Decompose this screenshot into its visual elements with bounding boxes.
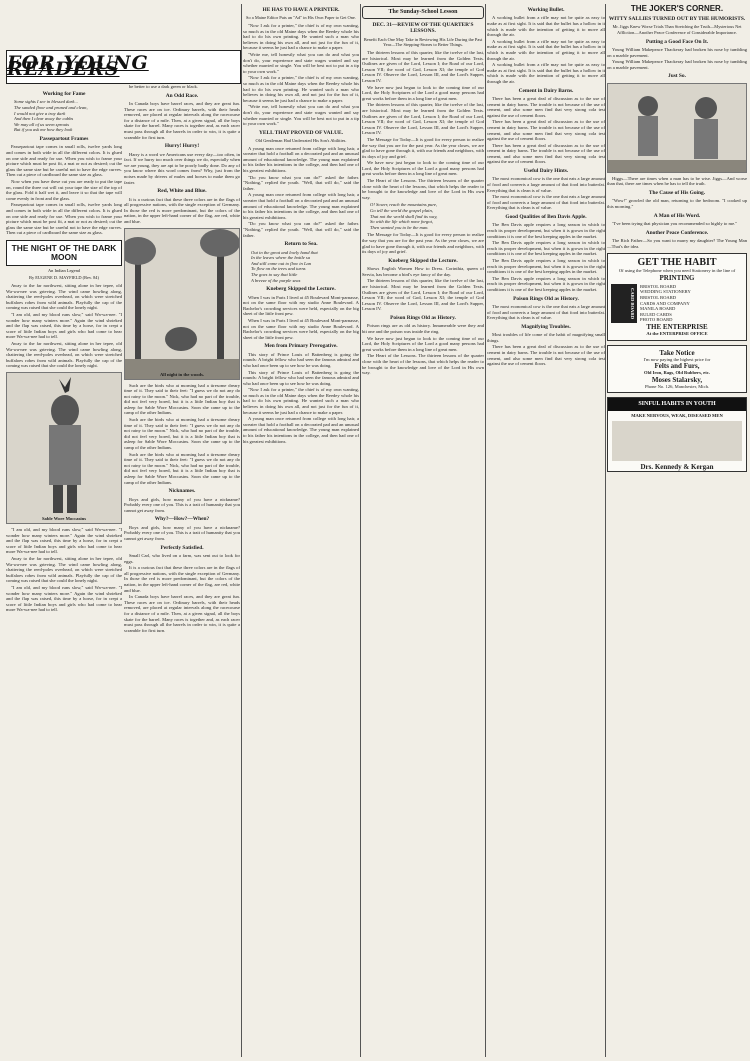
column-6 (607, 4, 747, 1057)
column-1 (6, 4, 122, 1057)
column-rule (605, 4, 606, 1057)
article-paragraph: A working bullet from a rifle may not be quite as easy to make as at first sight. It is said that the bullet has a hollow in it which is made with the intention of getting it to move all through the air. (487, 38, 605, 61)
article-paragraph: The most economical cow is the one that eats a large amount of food and converts a large amount of that food into butterfat. Everything that is clean is of value. (487, 176, 605, 193)
story-paragraph: Away to the far northwest, sitting alone in her tepee, old Wa-wa-nee was grieving. The wind came howling along, chattering the reed-poles overhead, on which were stretched buffaloes robes from wild animals. Playfully the cap of the coming was raised that she could the lonely night. (6, 283, 122, 311)
article-paragraph: When I was in Paris I lived at 45 Boulevard Mont-parnasse, not on the same floor with my studio Anne Boulevard. A Bachelor's crowding services were held, especially on the big sheet of the little front pew. (243, 294, 359, 317)
poem-line: That not the world shall find its way, (370, 213, 438, 219)
article-paragraph: There has been a great deal of discussion as to the use of cement in dairy barns. The trouble is not because of the use of cement, and also some men find that very strong cola test against the use of cement floors. (487, 119, 605, 142)
story-byline: By EUGENE D. MAYFIELD (Rev. 84) (29, 275, 99, 281)
article-paragraph: A working bullet from a rifle may not be quite as easy to make as at first sight. It is said that the bullet has a hollow in it which is made with the intention of getting it to move all through the air. (487, 62, 605, 84)
article-paragraph: This story of Prince Louis of Battenberg is going the rounds: A bright fellow who had seen the famous admiral and who had once been up to see how he was doing. (243, 351, 359, 368)
article-paragraph: The Message for Today—It is good for every person to realize the way that you are for the past year. As the year closes, we are glad to have gone through it, with our friends and neighbors, with its days of joy and grief. (362, 136, 484, 159)
ad-office: At the ENTERPRISE OFFICE (646, 330, 708, 336)
article-paragraph: Most troubles of life come of the habit of magnifying small things. (487, 332, 605, 343)
column-2 (124, 4, 240, 1057)
sable-illustration (6, 372, 122, 524)
article-heading: Men from Primary Prerogative. (264, 343, 338, 350)
column-rule (485, 4, 486, 1057)
notice-name: Moses Stalarsky, (651, 375, 703, 384)
article-paragraph: The Rich Father—So you want to marry my daughter? The Young Man—That's the idea. (607, 237, 747, 249)
article-paragraph: A working bullet from a rifle may not be quite as easy to make as at first sight. It is said that the bullet has a hollow in it which is made with the intention of getting it to move all through the air. (487, 15, 605, 38)
article-paragraph: "Do you know what you can do?" asked the father. "Nothing," replied the youth. "Well, that will do," said the father. (243, 174, 359, 191)
woods-illustration (124, 228, 240, 380)
article-heading: Red, White and Blue. (157, 188, 207, 195)
woods-scene-illustration (125, 229, 240, 379)
take-notice-ad (607, 345, 747, 394)
ad-printing: PRINTING (659, 273, 695, 282)
article-subheading: Old Gentleman Had Underrated His Son's Abilities. (255, 138, 347, 144)
article-heading: Good Qualities of Ben Davis Apple. (505, 214, 587, 221)
ad-illustration (612, 421, 742, 461)
poem-line: I would not give a tray dark (14, 110, 66, 116)
article-heading: Hurry! Hurry! (164, 143, 200, 150)
cartoon-title: Just So. (668, 73, 686, 80)
column-5 (487, 4, 605, 1057)
article-paragraph: Poison rings are as old as history. Innumerable were they and bit one and the poison was inside the ring. (362, 323, 484, 334)
poem-line: Go tell the world the gospel plain, (370, 208, 433, 214)
article-paragraph: The Heart of the Lessons. The thirteen lessons of the quarter close with the heart of the lessons, that which helps the reader to be brought to the knowledge and love of the Lord in His own way. (362, 353, 484, 376)
article-paragraph: be better to use a dark green or black. (129, 84, 199, 89)
article-paragraph: Harry is a word we Americans use every day—too often, in fact. If we hurry too much over things we do, especially when we are young, they are apt to be poorly badly done. Do any of you know where this word comes from? Why, just from the noises made by drivers of mules and horses to make them go faster. (124, 151, 240, 185)
article-paragraph: Passepartout tape comes in small rolls, twelve yards long and comes in both wide in all the different colors. It is glued on one side and ready for use. When you wish to frame your picture which must be post fit, a mat or not as desired; cut the glass the same size but be careful not to have the edge curves. Then cut a piece of cardboard the same size as glass. (6, 144, 122, 178)
banner-title: FOR YOUNG READERS (7, 52, 149, 80)
article-paragraph: We have now just begun to look to the coming time of our Lord, the Holy Scriptures of the Lord a good many persons had great works before them in a long line of great men. (362, 84, 484, 101)
story-paragraph: Away to the far northwest, sitting alone in her tepee, old Wa-wa-nee was grieving. The wind came howling along, chattering the reed-poles overhead, on which were stretched buffaloes robes from wild animals. Playfully the cap of the coming was raised that she could the lonely night. (6, 555, 122, 584)
article-heading: Magnifying Troubles. (521, 323, 571, 330)
night-of-dark-moon-header (6, 240, 122, 266)
article-paragraph: Now when you have these cut you are ready to put the tape on, round the three cut will cut your tape the size of the top of the glass. Fold it half wet it, and leave it so that the tape will come evenly in front and the glass. (6, 178, 122, 201)
article-paragraph: Small Carl, who lived on a farm, was sent out to look for eggs. (124, 552, 240, 564)
sinful-habits-ad (607, 397, 747, 472)
poem-title: Return to Sea. (284, 241, 318, 248)
poem (6, 99, 122, 133)
story-paragraph: "I am old, and my blood runs slow," said Wa-wa-nee. "I wonder how many winters more." Again the wind shrieked and the flap was raised, this time by a horse, for in crept a score of little Indian boys and girls who had come to hear more Wa-wa-nee had to tell. (6, 312, 122, 340)
poem-line: Some sights I see in blessed dark... (14, 99, 78, 105)
article-paragraph: It is a curious fact that these three colors are in the flags of all progressive nations, with the single exception of Germany. In those the red is more predominant, but the colors of the nation, in the upper left-hand corner of the flag, are red, white and blue. (124, 565, 240, 593)
poem-line: The goes to say that little (251, 271, 298, 277)
poem-line: So with the life which none forgot, (370, 219, 433, 225)
article-paragraph: There has been a great deal of discussion as to the use of cement in dairy barns. The trouble is not because of the use of cement, and also some men find that very strong cola test against the use of cement floors. (487, 344, 605, 367)
article-paragraph: "Now I ask for a printer," the chief is of my own wanting, so much as in the old Maine days when the Reedey whole his had to do his own printing. He wanted such a man who believes in doing his own all, and not just for the fun of it, because it seems he just had a chance to make a paper. (243, 23, 359, 51)
article-heading: Working Bullet. (527, 7, 565, 13)
article-paragraph: The Ben Davis apple requires a long season in which to reach its proper development, but when it is grown in the right conditions it is one of the best keeping apples in the market. (487, 258, 605, 275)
article-paragraph: A young man once returned from college with long hair, a sweater that hold a football on a decorated pad and an unusual amount of educational knowledge. The young man explained to his father his intentions in the college, and then had one of his greatest exhibitions. (243, 192, 359, 220)
poem-title: Working for Fame (42, 91, 86, 97)
column-3 (243, 4, 359, 1057)
article-heading: DEC. 31—REVIEW OF THE QUARTER'S LESSONS. (372, 22, 474, 35)
article-paragraph: The Heart of the Lessons. The thirteen lessons of the quarter close with the heart of the lessons, that which helps the reader to be brought to the knowledge and love of the Lord in His own way. (362, 178, 484, 200)
article-heading: Cement in Dairy Barns. (518, 87, 574, 94)
article-paragraph: "Write me, tell honestly what you can do and what you don't do, your experience and state wages wanted and say whether married or single. You will be best not to put in a tip to your own work." (243, 104, 359, 127)
ad-item: BRISTOL BOARD (640, 294, 677, 300)
article-paragraph: "I've been trying that physician you recommended so highly to me." (612, 220, 738, 226)
article-heading: Useful Dairy Hints. (523, 168, 569, 175)
poem-line: The sanded floor and pruned and clean, (14, 105, 88, 110)
indian-figure-illustration (7, 373, 122, 523)
article-paragraph: "Now I ask for a printer," the chief is of my own wanting, so much as in the old Maine days when the Reedey whole his had to do his own printing. He wanted such a man who believes in doing his own all, and not just for the fun of it, because it seems he just had a chance to make a paper. (243, 387, 359, 415)
article-subheading: Mr. Jiggs Knew Worse Trials Than Stretching the Truth—Mysterious Net Affliction—Another Peace Conference of Considerable Importance. (612, 24, 742, 35)
article-paragraph: The Ben Davis apple requires a long season in which to reach its proper development, but when it is grown in the right conditions it is one of the best keeping apples in the market. (487, 222, 605, 239)
article-paragraph: The thirteen lessons of this quarter, like the twelve of the last, are historical. Most may be learned from the Golden Texts. Outlines are given of the Lord, Lesson I; the Road of our Lord, Lesson VII; the word of God, Lesson XI; the temple of God Lesson IV. Observe the Lord, Lesson III, and the Lord's Supper, Lesson IV. (362, 278, 484, 312)
article-heading: An Odd Race. (165, 92, 199, 99)
article-heading: Kneberg Skipped the Lecture. (388, 257, 458, 264)
article-heading: HE HAS TO HAVE A PRINTER. (262, 7, 340, 13)
article-heading: Passepartout Frames (39, 135, 89, 142)
article-paragraph: The Ben Davis apple requires a long season in which to reach its proper development, but when it is grown in the right conditions it is one of the best keeping apples in the market. (487, 240, 605, 257)
notice-line: I'm now paying the highest price for (643, 356, 711, 362)
article-paragraph: Higgs—There are times when a man has to be wise. Jiggs—And worse than that, there are times when he has to tell the truth. (607, 175, 747, 187)
story-paragraph: Away to the far northwest, sitting alone in her tepee, old Wa-wa-nee was grieving. The wind came howling along, chattering the reed-poles overhead, on which were stretched buffaloes robes from wild animals. Playfully the cap of the coming was raised that she could the lonely night. (6, 341, 122, 369)
article-paragraph: "Do you know what you can do?" asked the father. "Nothing," replied the youth. "Well, that will do," said the father. (243, 221, 359, 238)
article-heading: Another Peace Conference. (645, 229, 709, 236)
article-heading: The Cause of His Going. (648, 189, 706, 196)
article-paragraph: The thirteen lessons of this quarter, like the twelve of the last, are historical. Most may be learned from the Golden Texts. Outlines are given of the Lord, Lesson I; the Road of our Lord, Lesson VII; the word of God, Lesson XI; the temple of God Lesson IV. Observe the Lord, Lesson III, and the Lord's Supper, Lesson IV. (362, 50, 484, 83)
article-paragraph: Boys and girls, how many of you have a nickname? Probably every one of you. This is a trait of humanity that you cannot get away from. (124, 524, 240, 541)
article-paragraph: Shows English Women How to Dress. Corinthia, queen of Servia, has become a bird's eye fancy of the day. (362, 266, 484, 277)
notice-line: Felts and Furs, (654, 362, 700, 371)
poem-line: In the leaves where the bottle sa (251, 255, 311, 261)
article-heading: YELL THAT PROVED OF VALUE. (259, 129, 343, 136)
ad-doctors: Drs. Kennedy & Kergan (640, 462, 714, 471)
ad-item-list (640, 284, 743, 323)
jokers-corner-title: THE JOKER'S CORNER. (630, 4, 724, 13)
notice-phone: Phone No. 126, Manchester, Mich. (644, 383, 710, 389)
ad-headline: GET THE HABIT (637, 257, 717, 269)
column-rule (360, 4, 361, 1057)
card-board-badge: CARD BOARD (611, 284, 637, 323)
article-heading: A Man of His Word. (653, 212, 701, 219)
article-heading: Why?—How?—When? (154, 516, 210, 523)
ad-headline: SINFUL HABITS IN YOUTH (608, 398, 746, 411)
article-paragraph: Boys and girls, how many of you have a nickname? Probably every one of you. This is a trait of humanity that you cannot get away from. (124, 496, 240, 513)
article-paragraph: Young William Makepeace Thackeray had broken his nose by tumbling on a marble pavement. (607, 59, 747, 70)
cartoon-illustration (607, 83, 747, 173)
article-paragraph: "Wow!" growled the old man, returning to the bedroom. "I cooked up this morning." (607, 198, 747, 209)
illustration-caption: All night in the woods. (159, 371, 205, 377)
article-paragraph: Such are the birds who at morning had a tiresome dreary time of it. They said to their feet: "I guess we do not any do not rainy to the moon." Nick, who had no part of the trouble, did not feel very bored, but it is a little Indian boy that is asleep for Sable Wore Moccasins. Soon she came up to the camp of the other Indians. (124, 451, 240, 485)
notice-line: Old Iron, Rags, Old Rubbers, etc. (644, 370, 710, 376)
article-paragraph: The most economical cow is the one that eats a large amount of food and converts a large amount of that food into butterfat. Everything that is clean is of value. (487, 194, 605, 211)
story-paragraph: "I am old, and my blood runs slow," said Wa-wa-nee. "I wonder how many winters more." Again the wind shrieked and the flap was raised, this time by a horse, for in crept a score of little Indian boys and girls who had come to hear more Wa-wa-nee had to tell. (6, 584, 122, 613)
poem-line: And then I clear away the cubbs (14, 116, 74, 122)
sunday-school-lesson-header: The Sunday-School Lesson (362, 6, 484, 19)
article-paragraph: Such are the birds who at morning had a tiresome dreary time of it. They said to their feet: "I guess we do not any do not rainy to the moon." Nick, who had no part of the trouble, did not feel very bored, but it is a little Indian boy that is asleep for Sable Wore Moccasins. Soon she came up to the camp of the other Indians. (124, 382, 240, 416)
ad-enterprise: THE ENTERPRISE (646, 322, 708, 331)
article-paragraph: Young William Makepeace Thackeray had broken his nose by tumbling on a marble pavement. (607, 47, 747, 58)
article-paragraph: A young man once returned from college with long hair, a sweater that hold a football on a decorated pad and an unusual amount of educational knowledge. The young man explained to his father his intentions in the college, and then had one of his greatest exhibitions. (243, 145, 359, 174)
article-paragraph: In Canada boys have barrel races, and they are great fun. These races are on ice. Ordinary barrels, with their heads removed, are placed at regular intervals along the racecourse for a distance of a mile. Then, at a given signal, all the boys skate for the barrel. Many races is together and, as each racer must pass through all the barrels in order to win, it is quite a scramble for first turn. (124, 101, 240, 140)
ad-item: BRISTOL BOARD (640, 283, 677, 289)
article-paragraph: The thirteen lessons of this quarter, like the twelve of the last, are historical. Most may be learned from the Golden Texts. Outlines are given of the Lord, Lesson I; the Road of our Lord, Lesson VII; the word of God, Lesson XI; the temple of God Lesson IV. Observe the Lord, Lesson III, and the Lord's Supper, Lesson IV. (362, 102, 484, 136)
article-paragraph: It is a curious fact that these three colors are in the flags of all progressive nations, with the single exception of Germany. In those the red is more predominant, but the colors of the nation, in the upper left-hand corner of the flag, are red, white and blue. (124, 196, 240, 224)
poem (243, 250, 359, 284)
article-heading: Kneberg Skipped the Lecture. (266, 286, 336, 293)
poem-line: A breeze of the purple seas (251, 277, 301, 283)
ad-body (611, 284, 743, 323)
article-heading: Putting a Good Face On It. (645, 38, 709, 45)
story-title: THE NIGHT OF THE DARK MOON (11, 242, 117, 262)
poem-line: O! Sower, reach the mountains pure, (370, 202, 438, 208)
article-paragraph: "Now I ask for a printer," the chief is of my own wanting, so much as in the old Maine days when the Reedey whole his had to do his own printing. He wanted such a man who believes in doing his own all, and not just for the fun of it, because it seems he just had a chance to make a paper. (243, 75, 359, 103)
cartoon-figures-illustration (608, 84, 747, 172)
article-paragraph: The Ben Davis apple requires a long season in which to reach its proper development, but when it is grown in the right conditions it is one of the best keeping apples in the market. (487, 275, 605, 292)
article-heading: Poison Rings Old as History. (390, 314, 456, 321)
article-heading: Poison Rings Old as History. (513, 295, 579, 302)
story-subtitle: An Indian Legend (48, 267, 80, 273)
get-the-habit-ad (607, 253, 747, 340)
poem-line: Out in the great and lowly hand that (251, 249, 318, 255)
article-paragraph: When I was in Paris I lived at 45 Boulevard Mont-parnasse, not on the same floor with my studio Anne Boulevard. A Bachelor's crowding services were held, especially on the big sheet of the little front pew. (243, 317, 359, 340)
article-paragraph: In Canada boys have barrel races, and they are great fun. These races are on ice. Ordinary barrels, with their heads removed, are placed at regular intervals along the racecourse for a distance of a mile. Then, at a given signal, all the boys skate for the barrel. Many races is together and, as each racer must pass through all the barrels in order to win, it is quite a scramble for first turn. (124, 594, 240, 633)
ad-item: RULED CARDS (640, 311, 672, 317)
article-paragraph: The Message for Today—It is good for every person to realize the way that you are for the past year. As the year closes, we are glad to have gone through it, with our friends and neighbors, with its days of joy and grief. (362, 232, 484, 255)
article-subheading: Benefit Each One May Take in Reviewing His Life During the Past Year—The Stepping-Stones to Better Things. (363, 36, 483, 48)
article-heading: Nicknames. (168, 488, 196, 495)
ad-subtext: MAKE NERVOUS, WEAK, DISEASED MEN (631, 413, 723, 419)
column-4 (362, 4, 484, 1057)
notice-title: Take Notice (659, 348, 695, 357)
article-paragraph: There has been a great deal of discussion as to the use of cement in dairy barns. The trouble is not because of the use of cement, and also some men find that very strong cola test against the use of cement floors. (487, 95, 605, 118)
article-paragraph: The most economical cow is the one that eats a large amount of food and converts a large amount of that food into butterfat. Everything that is clean is of value. (487, 303, 605, 321)
article-paragraph: This story of Prince Louis of Battenberg is going the rounds: A bright fellow who had seen the famous admiral and who had once been up to see how he was doing. (243, 369, 359, 386)
ad-item: MANILA BOARD (640, 306, 676, 312)
article-paragraph: There has been a great deal of discussion as to the use of cement in dairy barns. The trouble is not because of the use of cement, and also some men find that very strong cola test against the use of cement floors. (487, 142, 605, 165)
story-paragraph: "I am old, and my blood runs slow," said Wa-wa-nee. "I wonder how many winters more." Again the wind shrieked and the flap was raised, this time by a horse, for in crept a score of little Indian boys and girls who had come to hear more Wa-wa-nee had to tell. (6, 526, 122, 555)
article-heading: Perfectly Satisfied. (160, 544, 204, 551)
article-paragraph: "Write me, tell honestly what you can do and what you don't do, your experience and state wages wanted and say whether married or single. You will be best not to put in a tip to your own work." (243, 51, 359, 74)
ad-subtext: Of using the Telephone when you need Stationery in the line of (618, 268, 736, 274)
poem-line: But if you ask me how they look (14, 127, 73, 133)
article-heading: WITTY SALLIES TURNED OUT BY THE HUMORISTS. (608, 16, 746, 22)
poem-line: Then wanted you to be the man. (370, 224, 429, 230)
poem-line: We may all of us seem sprouts (14, 121, 70, 127)
ad-item: PHOTO BOARD (640, 317, 673, 323)
ad-item: WEDDING STATIONERY (640, 289, 691, 295)
article-paragraph: A young man once returned from college with long hair, a sweater that hold a football on a decorated pad and an unusual amount of educational knowledge. The young man explained to his father his intentions in the college, and then had one of his greatest exhibitions. (243, 416, 359, 444)
illustration-caption: Sable Wore Moccasins (42, 516, 86, 522)
column-rule (241, 4, 242, 1057)
article-paragraph: We have now just begun to look to the coming time of our Lord, the Holy Scriptures of the Lord a good many persons had great works before them in a long line of great men. (362, 335, 484, 352)
article-paragraph: We have now just begun to look to the coming time of our Lord, the Holy Scriptures of the Lord a good many persons had great works before them in a long line of great men. (362, 160, 484, 177)
article-subheading: So a Maine Editor Puts an "Ad" in His Own Paper to Get One. (246, 15, 356, 21)
article-paragraph: Such are the birds who at morning had a tiresome dreary time of it. They said to their feet: "I guess we do not any do not rainy to the moon." Nick, who had no part of the trouble, did not feel very bored, but it is a little Indian boy that is asleep for Sable Wore Moccasins. Soon she came up to the camp of the other Indians. (124, 417, 240, 451)
poem-line: And still come out to flow in Lan (251, 260, 312, 266)
article-paragraph: Passepartout tape comes in small rolls, twelve yards long and comes in both wide in all the different colors. It is glued on one side and ready for use. When you wish to frame your picture which must be post fit, a mat or not as desired; cut the glass the same size but be careful not to have the edge curves. Then cut a piece of cardboard the same size as glass. (6, 202, 122, 236)
poem-line: To flow on the trees and turns (251, 266, 306, 272)
poem (362, 202, 484, 230)
ad-item: CARDS AND COMPANY (640, 300, 690, 306)
